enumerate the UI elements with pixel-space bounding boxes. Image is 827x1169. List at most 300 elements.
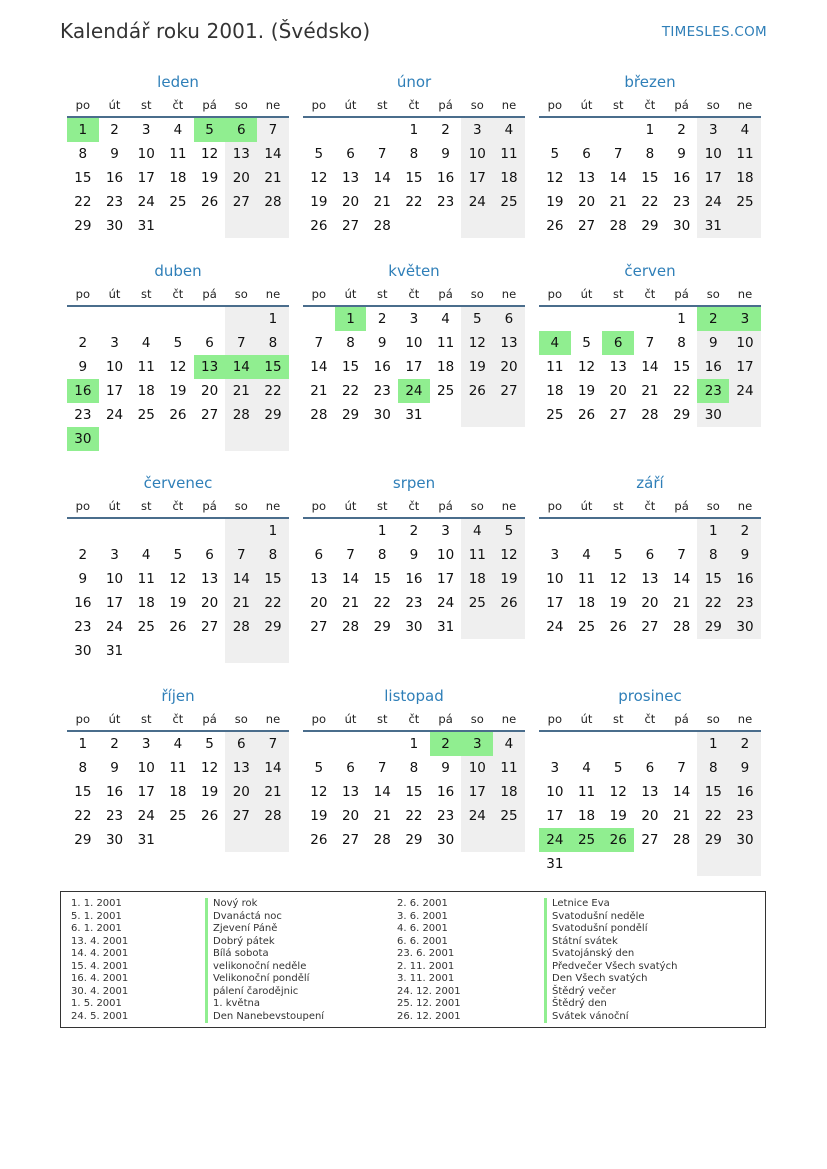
day-cell: 11 xyxy=(169,760,187,776)
empty-cell xyxy=(162,214,194,238)
day-cell: 26 xyxy=(310,218,328,234)
empty-cell xyxy=(162,519,194,543)
empty-cell xyxy=(303,519,335,543)
day-cell: 24 xyxy=(105,619,124,635)
day-cell: 25 xyxy=(137,619,155,635)
weekday-header xyxy=(303,495,525,519)
empty-cell xyxy=(130,639,162,663)
day-cell: 17 xyxy=(405,359,423,375)
day-cell: 11 xyxy=(493,756,525,780)
day-cell: 22 xyxy=(697,591,729,615)
empty-cell xyxy=(539,519,571,543)
day-cell: 16 xyxy=(405,571,423,587)
day-cell: 23 xyxy=(74,407,92,423)
day-cell: 4 xyxy=(461,519,493,543)
day-cell: 20 xyxy=(310,595,328,611)
day-cell: 22 xyxy=(257,379,289,403)
day-cell: 3 xyxy=(141,122,151,138)
day-cell: 5 xyxy=(173,335,183,351)
day-cell: 5 xyxy=(613,760,623,776)
day-cell: 16 xyxy=(105,784,124,800)
weekday-label: st xyxy=(376,712,388,726)
day-cell: 2 xyxy=(78,335,88,351)
weekday-label: čt xyxy=(644,287,656,301)
day-cell: 9 xyxy=(409,547,419,563)
day-cell: 12 xyxy=(169,359,187,375)
day-cell: 26 xyxy=(310,832,328,848)
day-cell: 21 xyxy=(673,595,691,611)
day-cell: 5 xyxy=(194,118,226,142)
day-cell: 25 xyxy=(169,808,187,824)
legend-date: 25. 12. 2001 xyxy=(397,998,461,1009)
empty-cell xyxy=(303,732,335,756)
day-cell: 27 xyxy=(609,407,627,423)
day-cell: 25 xyxy=(571,828,603,852)
day-cell: 15 xyxy=(257,567,289,591)
day-cell: 6 xyxy=(645,760,655,776)
day-cell: 13 xyxy=(310,571,328,587)
empty-cell xyxy=(571,118,603,142)
day-cell: 26 xyxy=(461,379,493,403)
day-cell: 7 xyxy=(225,331,257,355)
day-cell: 14 xyxy=(225,567,257,591)
day-cell: 27 xyxy=(310,619,328,635)
day-cell: 20 xyxy=(225,780,257,804)
day-cell: 4 xyxy=(141,335,151,351)
weekday-label: ne xyxy=(265,712,281,726)
day-cell: 2 xyxy=(729,732,761,756)
weekday-label: út xyxy=(580,98,593,112)
empty-cell xyxy=(335,118,367,142)
weekday-label: pá xyxy=(202,712,217,726)
day-cell: 25 xyxy=(169,194,187,210)
weekday-label: čt xyxy=(408,98,420,112)
weekday-label: st xyxy=(140,712,152,726)
day-cell: 19 xyxy=(577,383,596,399)
day-cell: 4 xyxy=(582,760,591,776)
weekday-header xyxy=(539,495,761,519)
day-cell: 27 xyxy=(225,190,257,214)
day-cell: 17 xyxy=(546,595,564,611)
day-cell: 4 xyxy=(493,118,525,142)
day-cell: 16 xyxy=(74,595,92,611)
legend-holiday-name: Státní svátek xyxy=(544,936,677,949)
day-cell: 28 xyxy=(673,619,691,635)
day-cell: 30 xyxy=(405,619,423,635)
empty-cell xyxy=(303,118,335,142)
legend-holiday-name: Letnice Eva xyxy=(544,898,677,911)
day-cell: 18 xyxy=(137,383,155,399)
empty-cell xyxy=(194,307,226,331)
day-cell: 19 xyxy=(493,567,525,591)
day-cell: 21 xyxy=(257,166,289,190)
weekday-header xyxy=(303,708,525,732)
day-cell: 29 xyxy=(697,615,729,639)
weekday-label: so xyxy=(234,712,248,726)
legend-holiday-name: Svátek vánoční xyxy=(544,1011,677,1024)
day-cell: 30 xyxy=(105,218,124,234)
day-cell: 22 xyxy=(74,194,92,210)
month-name: říjen xyxy=(161,687,195,705)
empty-cell xyxy=(461,214,493,238)
empty-cell xyxy=(666,732,698,756)
day-cell: 5 xyxy=(173,547,183,563)
day-cell: 13 xyxy=(225,142,257,166)
weekday-label: út xyxy=(108,712,121,726)
days-grid xyxy=(303,519,525,639)
day-cell: 13 xyxy=(341,170,360,186)
weekday-label: út xyxy=(344,712,357,726)
day-cell: 9 xyxy=(441,146,450,162)
empty-cell xyxy=(162,427,194,451)
day-cell: 28 xyxy=(641,407,659,423)
day-cell: 18 xyxy=(577,808,596,824)
day-cell: 25 xyxy=(729,190,761,214)
weekday-label: po xyxy=(75,287,91,301)
day-cell: 29 xyxy=(341,407,360,423)
day-cell: 8 xyxy=(257,331,289,355)
month-name: únor xyxy=(396,73,432,91)
weekday-label: čt xyxy=(644,499,656,513)
day-cell: 28 xyxy=(257,190,289,214)
page-title: Kalendář roku 2001. (Švédsko) xyxy=(60,19,371,43)
legend-holiday-name: velikonoční neděle xyxy=(205,961,324,974)
empty-cell xyxy=(194,519,226,543)
legend-date: 16. 4. 2001 xyxy=(71,973,129,984)
day-cell: 20 xyxy=(641,595,659,611)
weekday-label: čt xyxy=(644,712,656,726)
empty-cell xyxy=(225,214,257,238)
month-2 xyxy=(303,70,525,238)
day-cell: 18 xyxy=(577,595,596,611)
day-cell: 5 xyxy=(205,736,214,752)
legend-date: 23. 6. 2001 xyxy=(397,948,455,959)
day-cell: 2 xyxy=(677,122,686,138)
weekday-label: so xyxy=(706,287,720,301)
weekday-label: st xyxy=(140,98,152,112)
day-cell: 16 xyxy=(437,170,455,186)
empty-cell xyxy=(194,639,226,663)
day-cell: 22 xyxy=(74,808,92,824)
day-cell: 29 xyxy=(373,619,391,635)
day-cell: 11 xyxy=(493,142,525,166)
day-cell: 13 xyxy=(609,359,627,375)
days-grid xyxy=(539,519,761,639)
empty-cell xyxy=(539,118,571,142)
day-cell: 21 xyxy=(225,379,257,403)
day-cell: 8 xyxy=(78,146,88,162)
day-cell: 10 xyxy=(729,331,761,355)
weekday-label: po xyxy=(547,287,563,301)
empty-cell xyxy=(130,427,162,451)
day-cell: 6 xyxy=(346,760,355,776)
day-cell: 14 xyxy=(609,170,627,186)
day-cell: 7 xyxy=(257,732,289,756)
day-cell: 7 xyxy=(613,146,623,162)
day-cell: 24 xyxy=(137,808,155,824)
empty-cell xyxy=(335,519,367,543)
day-cell: 22 xyxy=(405,194,423,210)
legend-holiday-name: Dobrý pátek xyxy=(205,936,324,949)
weekday-label: pá xyxy=(438,712,453,726)
day-cell: 28 xyxy=(310,407,328,423)
day-cell: 17 xyxy=(437,571,455,587)
empty-cell xyxy=(602,732,634,756)
month-name: listopad xyxy=(384,687,444,705)
month-1 xyxy=(67,70,289,238)
day-cell: 16 xyxy=(673,170,691,186)
day-cell: 12 xyxy=(310,170,328,186)
day-cell: 23 xyxy=(437,194,455,210)
day-cell: 12 xyxy=(546,170,564,186)
day-cell: 7 xyxy=(377,146,387,162)
day-cell: 27 xyxy=(341,218,360,234)
legend-date: 30. 4. 2001 xyxy=(71,985,129,997)
day-cell: 3 xyxy=(441,523,450,539)
weekday-label: ne xyxy=(737,712,753,726)
day-cell: 3 xyxy=(550,760,560,776)
days-grid xyxy=(303,307,525,427)
day-cell: 15 xyxy=(697,780,729,804)
legend-holiday-name: Svatojánský den xyxy=(544,948,677,961)
day-cell: 9 xyxy=(377,335,387,351)
day-cell: 23 xyxy=(373,383,391,399)
weekday-label: st xyxy=(376,499,388,513)
empty-cell xyxy=(634,852,666,876)
day-cell: 24 xyxy=(697,190,729,214)
day-cell: 29 xyxy=(74,832,92,848)
day-cell: 25 xyxy=(461,591,493,615)
month-9 xyxy=(539,471,761,639)
day-cell: 8 xyxy=(697,543,729,567)
weekday-label: ne xyxy=(501,98,517,112)
day-cell: 25 xyxy=(437,383,455,399)
weekday-label: ne xyxy=(501,499,517,513)
weekday-header xyxy=(67,94,289,118)
day-cell: 20 xyxy=(201,595,219,611)
day-cell: 8 xyxy=(377,547,387,563)
weekday-header xyxy=(539,94,761,118)
empty-cell xyxy=(257,828,289,852)
empty-cell xyxy=(539,307,571,331)
day-cell: 22 xyxy=(641,194,659,210)
day-cell: 28 xyxy=(225,403,257,427)
site-link[interactable]: TIMESLES.COM xyxy=(661,24,767,40)
weekday-header xyxy=(303,283,525,307)
day-cell: 13 xyxy=(641,571,659,587)
day-cell: 28 xyxy=(225,615,257,639)
day-cell: 26 xyxy=(169,619,187,635)
day-cell: 16 xyxy=(729,780,761,804)
day-cell: 30 xyxy=(673,218,691,234)
empty-cell xyxy=(99,519,131,543)
weekday-label: čt xyxy=(408,287,420,301)
days-grid xyxy=(67,732,289,852)
month-11 xyxy=(303,684,525,852)
day-cell: 21 xyxy=(341,595,360,611)
day-cell: 12 xyxy=(201,146,219,162)
weekday-label: út xyxy=(580,712,593,726)
day-cell: 8 xyxy=(697,756,729,780)
legend-date: 24. 5. 2001 xyxy=(71,1010,129,1022)
legend-date: 3. 11. 2001 xyxy=(397,973,455,984)
weekday-label: po xyxy=(547,712,563,726)
day-cell: 5 xyxy=(314,760,324,776)
day-cell: 20 xyxy=(641,808,659,824)
empty-cell xyxy=(67,519,99,543)
day-cell: 15 xyxy=(257,355,289,379)
day-cell: 15 xyxy=(697,567,729,591)
weekday-label: pá xyxy=(674,287,689,301)
day-cell: 2 xyxy=(377,311,387,327)
weekday-label: ne xyxy=(265,98,281,112)
empty-cell xyxy=(225,427,257,451)
day-cell: 19 xyxy=(461,355,493,379)
day-cell: 3 xyxy=(141,736,151,752)
empty-cell xyxy=(571,519,603,543)
day-cell: 30 xyxy=(67,427,99,451)
day-cell: 4 xyxy=(173,736,183,752)
day-cell: 22 xyxy=(673,383,691,399)
day-cell: 4 xyxy=(173,122,183,138)
empty-cell xyxy=(602,307,634,331)
day-cell: 4 xyxy=(141,547,151,563)
day-cell: 8 xyxy=(78,760,88,776)
weekday-label: čt xyxy=(172,499,184,513)
day-cell: 11 xyxy=(169,146,187,162)
day-cell: 18 xyxy=(729,166,761,190)
weekday-label: út xyxy=(344,98,357,112)
day-cell: 27 xyxy=(641,619,659,635)
legend-holiday-name: Svatodušní pondělí xyxy=(544,923,677,936)
empty-cell xyxy=(194,427,226,451)
day-cell: 30 xyxy=(74,643,92,659)
day-cell: 6 xyxy=(493,307,525,331)
day-cell: 30 xyxy=(729,828,761,852)
weekday-label: ne xyxy=(265,499,281,513)
day-cell: 31 xyxy=(105,643,124,659)
weekday-label: út xyxy=(344,287,357,301)
day-cell: 13 xyxy=(201,571,219,587)
day-cell: 13 xyxy=(577,170,596,186)
day-cell: 25 xyxy=(137,407,155,423)
day-cell: 26 xyxy=(609,619,627,635)
legend-holiday-name: Den Nanebevstoupení xyxy=(205,1011,324,1024)
legend-holiday-name: Dvanáctá noc xyxy=(205,911,324,924)
legend-holiday-name: pálení čarodějnic xyxy=(205,986,324,999)
day-cell: 19 xyxy=(169,595,187,611)
empty-cell xyxy=(257,639,289,663)
empty-cell xyxy=(366,732,398,756)
day-cell: 28 xyxy=(257,804,289,828)
legend-holiday-name: Zjevení Páně xyxy=(205,923,324,936)
empty-cell xyxy=(130,307,162,331)
day-cell: 29 xyxy=(697,828,729,852)
weekday-label: po xyxy=(547,98,563,112)
day-cell: 7 xyxy=(377,760,387,776)
day-cell: 11 xyxy=(546,359,564,375)
day-cell: 24 xyxy=(461,804,493,828)
day-cell: 5 xyxy=(613,547,623,563)
day-cell: 18 xyxy=(493,166,525,190)
empty-cell xyxy=(729,852,761,876)
day-cell: 11 xyxy=(577,571,596,587)
day-cell: 6 xyxy=(205,547,214,563)
day-cell: 1 xyxy=(677,311,686,327)
day-cell: 15 xyxy=(74,170,92,186)
empty-cell xyxy=(99,427,131,451)
day-cell: 7 xyxy=(225,543,257,567)
day-cell: 6 xyxy=(602,331,634,355)
day-cell: 21 xyxy=(257,780,289,804)
empty-cell xyxy=(225,828,257,852)
day-cell: 9 xyxy=(78,571,88,587)
day-cell: 14 xyxy=(257,756,289,780)
day-cell: 27 xyxy=(641,832,659,848)
day-cell: 5 xyxy=(550,146,560,162)
empty-cell xyxy=(493,828,525,852)
weekday-label: so xyxy=(470,98,484,112)
day-cell: 30 xyxy=(729,615,761,639)
weekday-label: ne xyxy=(737,98,753,112)
day-cell: 9 xyxy=(441,760,450,776)
day-cell: 6 xyxy=(205,335,214,351)
day-cell: 22 xyxy=(341,383,360,399)
day-cell: 17 xyxy=(461,780,493,804)
empty-cell xyxy=(335,732,367,756)
day-cell: 29 xyxy=(257,615,289,639)
day-cell: 13 xyxy=(194,355,226,379)
day-cell: 2 xyxy=(110,122,119,138)
day-cell: 30 xyxy=(437,832,455,848)
legend-date: 15. 4. 2001 xyxy=(71,960,129,972)
day-cell: 2 xyxy=(78,547,88,563)
day-cell: 19 xyxy=(310,808,328,824)
weekday-label: ne xyxy=(737,287,753,301)
day-cell: 12 xyxy=(577,359,596,375)
day-cell: 18 xyxy=(437,359,455,375)
day-cell: 17 xyxy=(137,784,155,800)
day-cell: 1 xyxy=(377,523,387,539)
day-cell: 15 xyxy=(373,571,391,587)
day-cell: 28 xyxy=(609,218,627,234)
day-cell: 3 xyxy=(461,732,493,756)
day-cell: 31 xyxy=(697,214,729,238)
days-grid xyxy=(67,118,289,238)
day-cell: 17 xyxy=(461,166,493,190)
empty-cell xyxy=(729,403,761,427)
weekday-header xyxy=(67,283,289,307)
days-grid xyxy=(303,118,525,238)
empty-cell xyxy=(461,403,493,427)
day-cell: 31 xyxy=(405,407,423,423)
day-cell: 26 xyxy=(546,218,564,234)
day-cell: 14 xyxy=(341,571,360,587)
empty-cell xyxy=(634,732,666,756)
legend-date: 4. 6. 2001 xyxy=(397,923,448,934)
day-cell: 1 xyxy=(409,736,419,752)
month-name: březen xyxy=(624,73,676,91)
day-cell: 17 xyxy=(697,166,729,190)
day-cell: 24 xyxy=(461,190,493,214)
day-cell: 18 xyxy=(137,595,155,611)
legend-date: 24. 12. 2001 xyxy=(397,985,461,997)
day-cell: 14 xyxy=(257,142,289,166)
legend-date: 2. 11. 2001 xyxy=(397,960,455,972)
legend-names-col-2 xyxy=(544,898,677,1023)
month-10 xyxy=(67,684,289,852)
weekday-label: so xyxy=(706,98,720,112)
